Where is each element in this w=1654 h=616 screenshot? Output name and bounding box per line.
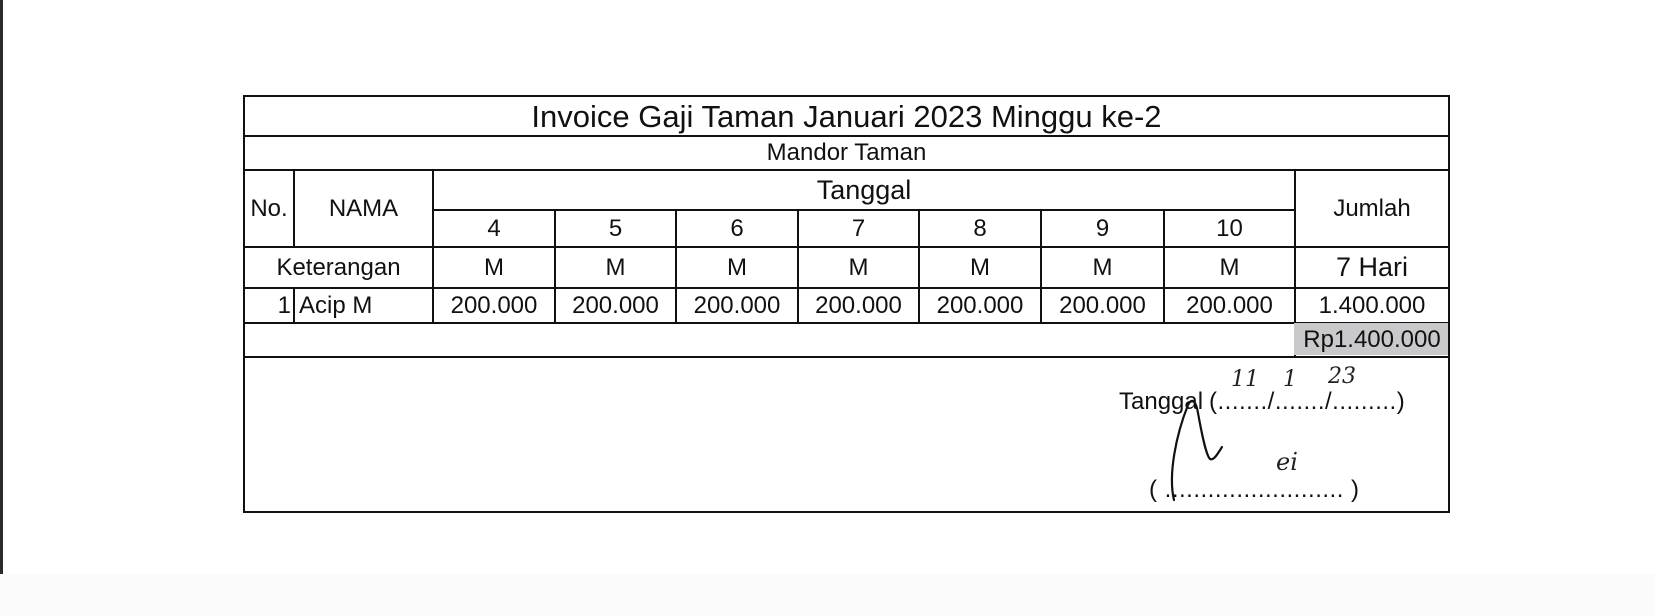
scan-bottom-band bbox=[0, 574, 1654, 616]
date-cell: 6 bbox=[730, 214, 744, 242]
rule-under-row bbox=[245, 322, 1448, 324]
row-number: 1 bbox=[277, 291, 291, 319]
row-total: 1.400.000 bbox=[1318, 291, 1426, 319]
keterangan-cell: M bbox=[970, 253, 990, 281]
handwritten-year: 23 bbox=[1328, 364, 1356, 389]
signature-name-line: ( ......................... ) bbox=[1149, 476, 1360, 503]
signature-date-label: Tanggal bbox=[1119, 388, 1204, 415]
rule-under-total bbox=[245, 356, 1448, 358]
keterangan-label: Keterangan bbox=[276, 253, 401, 281]
date-cell: 8 bbox=[973, 214, 987, 242]
keterangan-total: 7 Hari bbox=[1335, 252, 1409, 282]
handwritten-month: 1 bbox=[1283, 367, 1297, 392]
wage-cell: 200.000 bbox=[693, 291, 781, 319]
handwritten-day: 11 bbox=[1231, 367, 1259, 392]
signature-handwriting: ei bbox=[1276, 448, 1298, 476]
header-no: No. bbox=[250, 194, 288, 222]
wage-cell: 200.000 bbox=[572, 291, 659, 319]
date-cell: 4 bbox=[487, 214, 501, 242]
invoice-title: Invoice Gaji Taman Januari 2023 Minggu ke-2 bbox=[531, 98, 1162, 134]
grand-total: Rp1.400.000 bbox=[1303, 326, 1441, 353]
date-cell: 5 bbox=[608, 214, 623, 242]
wage-cell: 200.000 bbox=[815, 291, 902, 319]
keterangan-cell: M bbox=[605, 253, 626, 281]
signature-scribble bbox=[1170, 395, 1330, 510]
date-cell: 10 bbox=[1216, 214, 1243, 242]
signature-date-template: (......./......./.........) bbox=[1209, 388, 1406, 415]
keterangan-cell: M bbox=[1092, 253, 1113, 281]
keterangan-cell: M bbox=[1219, 253, 1240, 281]
date-cell: 9 bbox=[1095, 214, 1110, 242]
wage-cell: 200.000 bbox=[936, 291, 1024, 319]
wage-cell: 200.000 bbox=[450, 291, 538, 319]
wage-cell: 200.000 bbox=[1059, 291, 1146, 319]
invoice-subtitle: Mandor Taman bbox=[766, 139, 927, 166]
keterangan-cell: M bbox=[484, 253, 504, 281]
wage-cell: 200.000 bbox=[1186, 291, 1273, 319]
date-cell: 7 bbox=[851, 214, 866, 242]
header-nama: NAMA bbox=[328, 194, 399, 222]
row-name: Acip M bbox=[299, 291, 373, 319]
keterangan-cell: M bbox=[848, 253, 869, 281]
scan-left-edge bbox=[0, 0, 3, 616]
header-tanggal: Tanggal bbox=[816, 174, 912, 205]
header-jumlah: Jumlah bbox=[1333, 194, 1411, 222]
signature-stroke bbox=[1172, 401, 1222, 500]
rule-after-no-row bbox=[293, 287, 295, 322]
keterangan-cell: M bbox=[727, 253, 747, 281]
